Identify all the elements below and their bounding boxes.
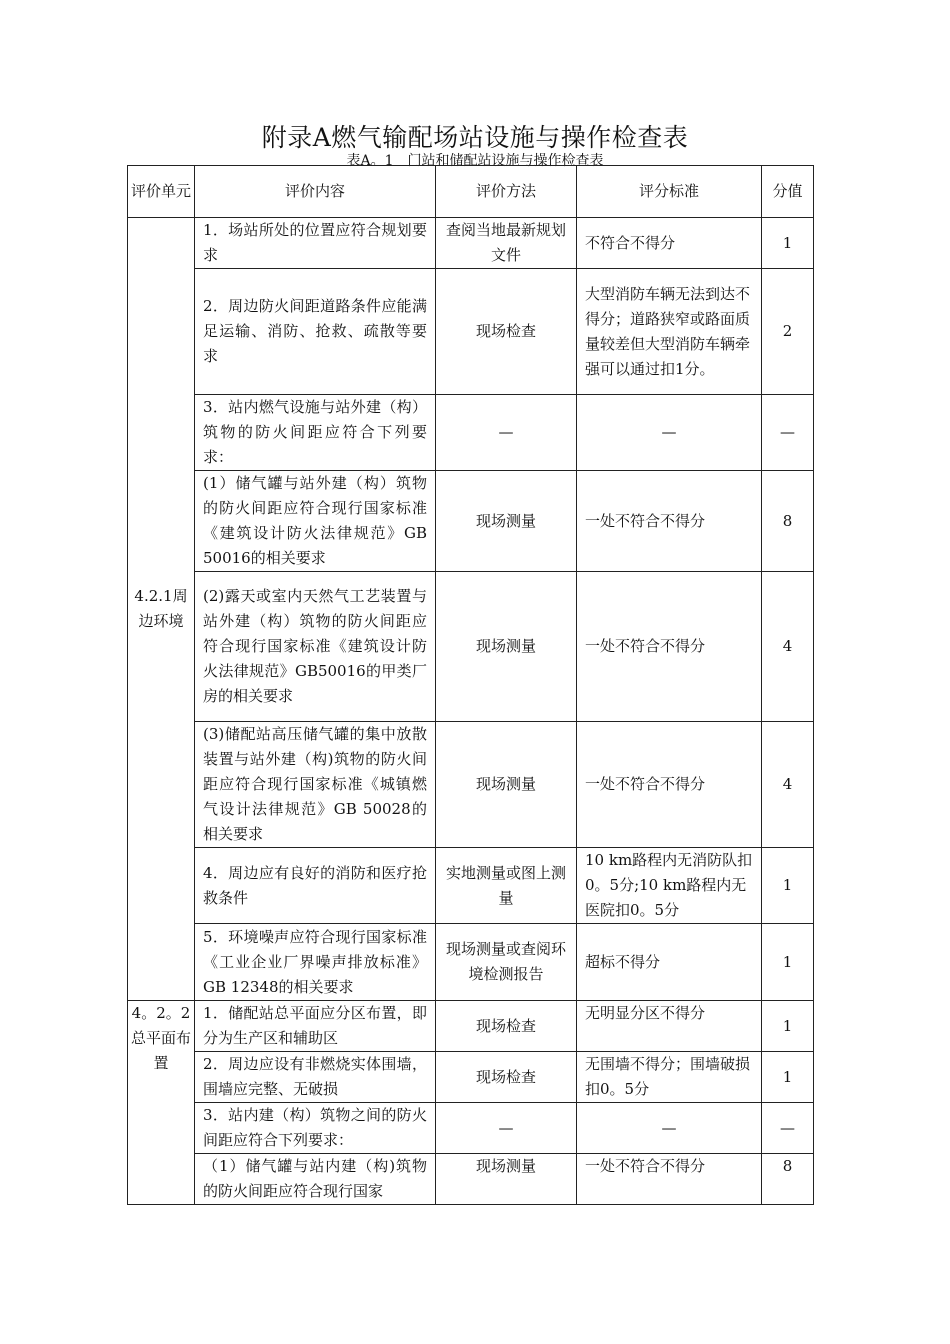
table-caption: 表A。1 门站和储配站设施与操作检查表 xyxy=(346,153,604,169)
standard-cell: — xyxy=(577,1103,762,1154)
method-cell: 查阅当地最新规划文件 xyxy=(436,218,577,269)
score-cell: — xyxy=(762,395,814,471)
content-cell: 2．周边应设有非燃烧实体围墙，围墙应完整、无破损 xyxy=(195,1052,436,1103)
content-cell: 3．站内建（构）筑物之间的防火间距应符合下列要求： xyxy=(195,1103,436,1154)
method-cell: — xyxy=(436,1103,577,1154)
score-cell: 8 xyxy=(762,1154,814,1205)
table-row xyxy=(128,572,814,722)
score-cell: 1 xyxy=(762,848,814,924)
inspection-table xyxy=(127,165,814,1205)
method-cell: 现场测量 xyxy=(436,572,577,722)
score-cell: 1 xyxy=(762,1052,814,1103)
unit-cell: 4。2。2总平面布置 xyxy=(128,1001,195,1205)
standard-cell: 无围墙不得分；围墙破损扣0。5分 xyxy=(577,1052,762,1103)
content-cell: (2)露天或室内天然气工艺装置与站外建（构）筑物的防火间距应符合现行国家标准《建筑设计防火法律规范》GB50016的甲类厂房的相关要求 xyxy=(195,572,436,722)
standard-cell: — xyxy=(577,395,762,471)
table-row xyxy=(128,1052,814,1103)
table-row xyxy=(128,218,814,269)
score-cell: 1 xyxy=(762,218,814,269)
score-cell: — xyxy=(762,1103,814,1154)
content-cell: (1）储气罐与站外建（构）筑物的防火间距应符合现行国家标准《建筑设计防火法律规范》GB 50016的相关要求 xyxy=(195,471,436,572)
content-cell: 3．站内燃气设施与站外建（构）筑物的防火间距应符合下列要求： xyxy=(195,395,436,471)
method-cell: 现场检查 xyxy=(436,1052,577,1103)
score-cell: 1 xyxy=(762,1001,814,1052)
score-cell: 8 xyxy=(762,471,814,572)
header-standard: 评分标准 xyxy=(577,166,762,218)
header-score: 分值 xyxy=(762,166,814,218)
method-cell: 现场检查 xyxy=(436,269,577,395)
standard-cell: 无明显分区不得分 xyxy=(577,1001,762,1052)
score-cell: 1 xyxy=(762,924,814,1001)
header-method: 评价方法 xyxy=(436,166,577,218)
table-row xyxy=(128,395,814,471)
score-cell: 4 xyxy=(762,722,814,848)
standard-cell: 不符合不得分 xyxy=(577,218,762,269)
page-title: 附录A燃气输配场站设施与操作检查表 xyxy=(261,123,689,152)
standard-cell: 大型消防车辆无法到达不得分；道路狭窄或路面质量较差但大型消防车辆牵强可以通过扣1分。 xyxy=(577,269,762,395)
content-cell: 4．周边应有良好的消防和医疗抢救条件 xyxy=(195,848,436,924)
header-content: 评价内容 xyxy=(195,166,436,218)
method-cell: 现场测量 xyxy=(436,1154,577,1205)
header-unit: 评价单元 xyxy=(128,166,195,218)
method-cell: — xyxy=(436,395,577,471)
unit-cell: 4.2.1周边环境 xyxy=(128,218,195,1001)
table-row xyxy=(128,1001,814,1052)
table-row xyxy=(128,848,814,924)
content-cell: 5．环境噪声应符合现行国家标准《工业企业厂界噪声排放标准》GB 12348的相关要求 xyxy=(195,924,436,1001)
table-row xyxy=(128,924,814,1001)
method-cell: 实地测量或图上测量 xyxy=(436,848,577,924)
table-row xyxy=(128,269,814,395)
table-row xyxy=(128,722,814,848)
content-cell: (3)储配站高压储气罐的集中放散装置与站外建（构)筑物的防火间距应符合现行国家标准《城镇燃气设计法律规范》GB 50028的相关要求 xyxy=(195,722,436,848)
header-row xyxy=(128,166,814,218)
content-cell: 2．周边防火间距道路条件应能满足运输、消防、抢救、疏散等要求 xyxy=(195,269,436,395)
table-row xyxy=(128,1154,814,1205)
standard-cell: 一处不符合不得分 xyxy=(577,1154,762,1205)
method-cell: 现场检查 xyxy=(436,1001,577,1052)
standard-cell: 10 km路程内无消防队扣0。5分;10 km路程内无医院扣0。5分 xyxy=(577,848,762,924)
content-cell: 1．场站所处的位置应符合规划要求 xyxy=(195,218,436,269)
method-cell: 现场测量 xyxy=(436,471,577,572)
method-cell: 现场测量或查阅环境检测报告 xyxy=(436,924,577,1001)
standard-cell: 一处不符合不得分 xyxy=(577,471,762,572)
content-cell: 1．储配站总平面应分区布置，即分为生产区和辅助区 xyxy=(195,1001,436,1052)
standard-cell: 超标不得分 xyxy=(577,924,762,1001)
score-cell: 4 xyxy=(762,572,814,722)
content-cell: （1）储气罐与站内建（构)筑物的防火间距应符合现行国家 xyxy=(195,1154,436,1205)
standard-cell: 一处不符合不得分 xyxy=(577,722,762,848)
standard-cell: 一处不符合不得分 xyxy=(577,572,762,722)
score-cell: 2 xyxy=(762,269,814,395)
table-row xyxy=(128,471,814,572)
table-row xyxy=(128,1103,814,1154)
method-cell: 现场测量 xyxy=(436,722,577,848)
